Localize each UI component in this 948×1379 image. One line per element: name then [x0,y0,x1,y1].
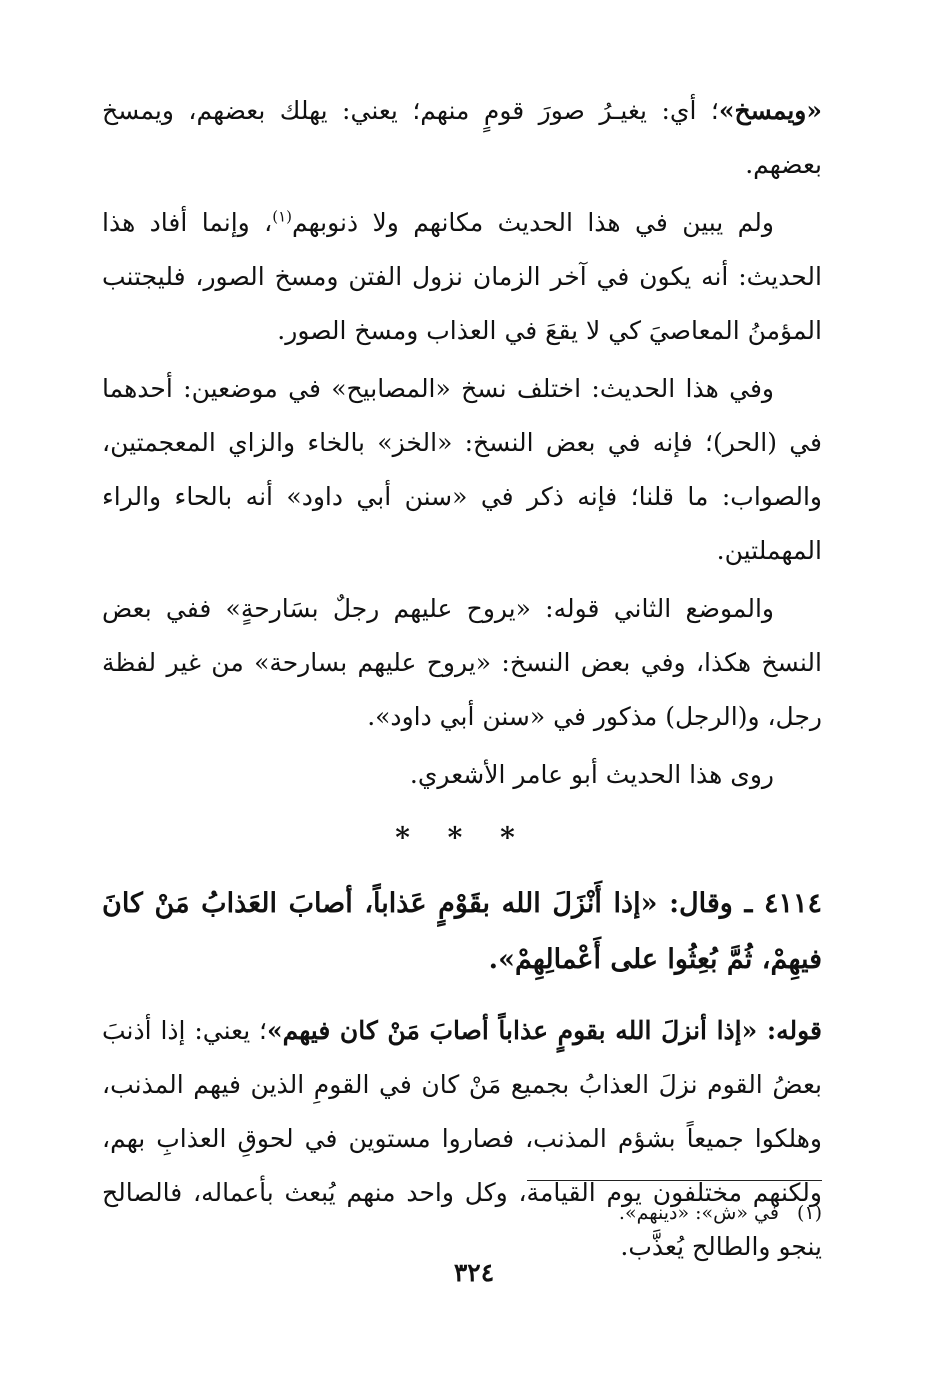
footnote-divider [527,1180,822,1181]
paragraph-commentary-2 [102,196,822,358]
paragraph-text-continued: ، وإنما أفاد هذا الحديث: أنه يكون في آخر الزمان نزول الفتن ومسخ الصور، فليجتنب المؤمنُ المعاصيَ كي لا يقعَ في العذاب ومسخ الصور. [102,208,822,345]
footnote [619,1196,822,1230]
narrator-line: روى هذا الحديث أبو عامر الأشعري. [409,760,774,789]
page-number: ٣٢٤ [453,1258,495,1287]
paragraph-commentary-1 [102,84,822,192]
quoted-term: «ويمسخ» [718,96,822,125]
quoted-hadith-phrase: قوله: «إذا أنزلَ الله بقومٍ عذاباً أصابَ مَنْ كان فيهم» [267,1016,822,1045]
footnote-text: في «ش»: «دينهم». [618,1202,779,1224]
footnote-reference: (١) [272,207,293,226]
paragraph-text: ولم يبين في هذا الحديث مكانهم ولا ذنوبهم [292,208,775,237]
paragraph-commentary-3: وفي هذا الحديث: اختلف نسخ «المصابيح» في موضعين: أحدهما في (الحر)؛ فإنه في بعض النسخ: «الخز» بالخاء والزاي المعجمتين، والصواب: ما قلنا؛ فإنه ذكر في «سنن أبي داود» أنه بالحاء والراء المهملتين. [102,374,822,565]
main-text [102,84,822,1278]
paragraph-text: ؛ يعني: إذا أذنبَ بعضُ القوم نزلَ العذابُ بجميع مَنْ كان في القومِ الذين فيهم المذنب، وهلكوا جميعاً بشؤم المذنب، فصاروا مستوين في لحوقِ العذابِ بهم، ولكنهم مختلفون يوم القيامة، وكل واحد منهم يُبعث بأعماله، فالصالح ينجو والطالح يُعذَّب. [102,1016,822,1261]
section-separator: * * * [395,821,529,854]
footnote-number: (١) [796,1202,822,1224]
paragraph-text: ؛ أي: يغيـرُ صورَ قومٍ منهم؛ يعني: يهلك بعضهم، ويمسخ بعضهم. [102,96,822,179]
paragraph-commentary-4: والموضع الثاني قوله: «يروح عليهم رجلٌ بسَارحةٍ» ففي بعض النسخ هكذا، وفي بعض النسخ: «يروح عليهم بسارحة» من غير لفظة رجل، و(الرجل) مذكور في «سنن أبي داود». [102,594,822,731]
hadith-text: ٤١١٤ ـ وقال: «إذا أَنْزَلَ الله بقَوْمٍ عَذاباً، أصابَ العَذابُ مَنْ كانَ فيهِمْ، ثُمَّ بُعِثُوا على أَعْمالِهِمْ». [102,888,822,975]
paragraph-commentary-5 [102,1004,822,1274]
